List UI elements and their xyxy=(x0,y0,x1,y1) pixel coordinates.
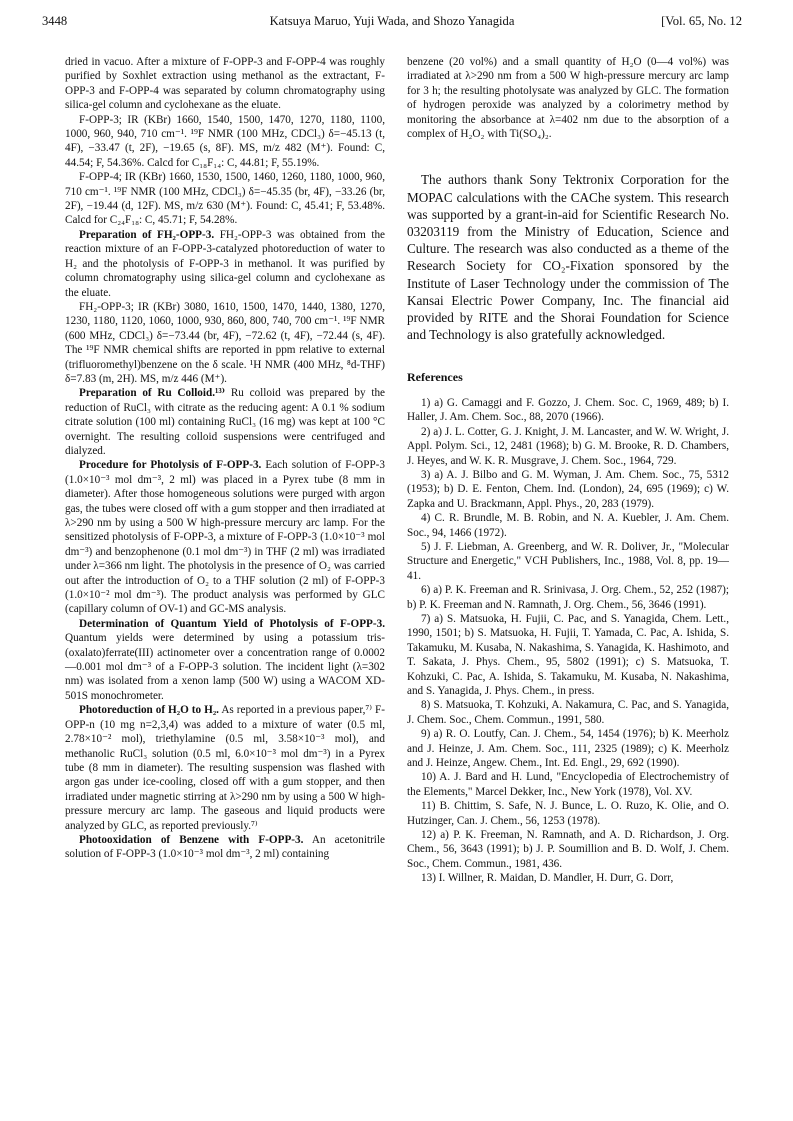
paragraph-text: Ru colloid was prepared by the reduction of RuCl₃ with citrate as the reducing agent: A 0.1 % sodium citrate solution (100 ml) containing RuCl₃ (16 mg) was kept at 100 °C overnight. The resulting colloid suspensions were centrifuged and dialyzed. xyxy=(65,387,386,457)
paragraph xyxy=(65,113,385,171)
section-heading: Determination of Quantum Yield of Photolysis of F-OPP-3. xyxy=(79,617,385,630)
paragraph-text: As reported in a previous paper,⁷⁾ F-OPP-n (10 mg n=2,3,4) was added to a mixture of water (0.5 ml, 2.78×10⁻² mol), triethylamine (0.5 ml, 3.58×10⁻³ mol), and methanolic RuCl₃ solution (0.5 ml, 6.0×10⁻³ mol dm⁻³) in a Pyrex tube (8 mm in diameter). The resulting suspension was flashed with argon gas under ice-cooling, closed off with a gum stopper, and then irradiated under magnetic stirring at λ>290 nm by using a 500 W high-pressure mercury arc lamp. The gaseous and liquid products were analyzed by GLC, as reported previously.⁷⁾ xyxy=(65,704,385,832)
reference-item: 2) a) J. L. Cotter, G. J. Knight, J. M. Lancaster, and W. W. Wright, J. Appl. Polym. Sci., 12, 2481 (1968); b) G. M. Brooke, R. D. Chambers, J. Heyes, and W. K. R. Musgrave, J. Chem. Soc., 1964, 729. xyxy=(407,425,729,467)
reference-item: 9) a) R. O. Loutfy, Can. J. Chem., 54, 1454 (1976); b) K. Meerholz and J. Heinze, J. Am. Chem. Soc., 111, 2325 (1989); c) K. Meerholz and J. Heinze, Angew. Chem., Int. Ed. Engl., 29, 692 (1990). xyxy=(407,728,729,770)
section-heading: Preparation of FH₂-OPP-3. xyxy=(79,228,215,241)
reference-item: 1) a) G. Camaggi and F. Gozzo, J. Chem. Soc. C, 1969, 489; b) I. Haller, J. Am. Chem. Soc., 88, 2070 (1966). xyxy=(407,396,729,424)
reference-item: 4) C. R. Brundle, M. B. Robin, and N. A. Kuebler, J. Am. Chem. Soc., 94, 1466 (1972). xyxy=(407,512,729,539)
references-heading: References xyxy=(407,370,463,385)
paragraph xyxy=(65,300,385,386)
section-heading: Photooxidation of Benzene with F-OPP-3. xyxy=(79,833,304,846)
paragraph xyxy=(65,703,385,833)
paragraph-text: F-OPP-3; IR (KBr) 1660, 1540, 1500, 1470, 1270, 1180, 1100, 1000, 960, 940, 710 cm⁻¹. ¹⁹F NMR (100 MHz, CDCl₃) δ=−45.13 (t, 4F), −33.47 (t, 2F), −19.65 (s, 8F). MS, m/z 482 (M⁺). Found: C, 44.54; F, 54.36%. Calcd for C₁₈F₁₄: C, 44.81; F, 55.19%. xyxy=(65,113,385,169)
reference-item: 5) J. F. Liebman, A. Greenberg, and W. R. Doliver, Jr., "Molecular Structure and Energetic," VCH Publishers, Inc., 1988, Vol. 8, pp. 19—41. xyxy=(407,540,729,582)
reference-item: 8) S. Matsuoka, T. Kohzuki, A. Nakamura, C. Pac, and S. Yanagida, J. Chem. Soc., Chem. Commun., 1991, 580. xyxy=(407,699,729,726)
reference-item: 13) I. Willner, R. Maidan, D. Mandler, H. Durr, G. Dorr, xyxy=(421,872,674,885)
paragraph-text: dried in vacuo. After a mixture of F-OPP-3 and F-OPP-4 was roughly purified by Soxhlet extraction using methanol as the extractant, F-OPP-3 and F-OPP-4 was separated by column chromatography using silica-gel column and cyclohexane as the eluate. xyxy=(65,56,385,112)
running-authors: Katsuya Maruo, Yuji Wada, and Shozo Yanagida xyxy=(269,14,515,28)
paragraph-text: An acetonitrile solution of F-OPP-3 (1.0×10⁻³ mol dm⁻³, 2 ml) containing xyxy=(65,833,385,861)
reference-item: 3) a) A. J. Bilbo and G. M. Wyman, J. Am. Chem. Soc., 75, 5312 (1953); b) D. E. Fenton, Chem. Ind. (London), 24, 695 (1969); c) W. Zapka and U. Brackmann, Appl. Phys., 20, 283 (1979). xyxy=(407,468,729,510)
page-number: 3448 xyxy=(42,14,68,28)
reference-item: 6) a) P. K. Freeman and R. Srinivasa, J. Org. Chem., 52, 252 (1987); b) P. K. Freeman and N. Ramnath, J. Org. Chem., 56, 3646 (1991). xyxy=(407,584,729,611)
right-column xyxy=(407,55,729,886)
section-heading: Preparation of Ru Colloid.¹³⁾ xyxy=(79,387,226,400)
paragraph-text: Each solution of F-OPP-3 (1.0×10⁻³ mol dm⁻³, 2 ml) was placed in a Pyrex tube (8 mm in diameter). After those homogeneous solutions were purged with argon gas, the tubes were closed off with a gum stopper and then irradiated at λ>290 nm by using a 500 W high-pressure mercury arc lamp. For the sensitized photolysis of F-OPP-3, a mixture of F-OPP-3 (1.0×10⁻³ mol dm⁻³) and benzophenone (0.1 mol dm⁻³) in THF (2 ml) was irradiated under λ=366 nm light. The photolysis in the presence of O₂ was carried out after the introduction of O₂ to a THF solution (2 ml) of F-OPP-3 (1.0×10⁻² mol dm⁻³). The product analysis was performed by GLC (capillary column of OV-1) and GC-MS analysis. xyxy=(65,459,385,616)
left-column xyxy=(65,55,385,862)
paragraph xyxy=(65,617,385,703)
paragraph xyxy=(65,386,385,458)
reference-item: 10) A. J. Bard and H. Lund, "Encyclopedia of Electrochemistry of the Elements," Marcel Dekker, Inc., New York (1978), Vol. XV. xyxy=(407,771,729,798)
paragraph xyxy=(65,55,385,113)
paragraph-text: F-OPP-4; IR (KBr) 1660, 1530, 1500, 1460, 1260, 1180, 1000, 960, 710 cm⁻¹. ¹⁹F NMR (100 MHz, CDCl₃) δ=−45.35 (br, 4F), −33.26 (br, 2F), −19.44 (d, 12F). MS, m/z 630 (M⁺). Found: C, 45.41; F, 53.48%. Calcd for C₂₄F₁₈: C, 45.71; F, 54.28%. xyxy=(65,171,385,227)
acknowledgment: The authors thank Sony Tektronix Corporation for the MOPAC calculations with the CAChe system. This research was supported by a grant-in-aid for Scientific Research No. 03203119 from the Ministry of Education, Science and Culture. The research was also conducted as a theme of the Research Society for CO₂-Fixation sponsored by the Institute of Laser Technology under the commission of The Kansai Electric Power Company, Inc. The financial aid provided by RITE and the Shorai Foundation for Science and Technology is also gratefully acknowledged. xyxy=(407,172,729,343)
paragraph xyxy=(65,170,385,228)
paragraph xyxy=(65,458,385,616)
paragraph-text: FH₂-OPP-3; IR (KBr) 3080, 1610, 1500, 1470, 1440, 1380, 1270, 1230, 1180, 1120, 1060, 1000, 930, 860, 800, 740, 700 cm⁻¹. ¹⁹F NMR (600 MHz, CDCl₃) δ=−73.44 (br, 4F), −72.62 (t, 4F), −72.44 (s, 4F). The ¹⁹F NMR chemical shifts are reported in ppm relative to external (trifluoromethyl)benzene on the δ scale. ¹H NMR (400 MHz, ⁸d-THF) δ=7.83 (m, 2H). MS, m/z 446 (M⁺). xyxy=(65,300,385,385)
paragraph-text: FH₂-OPP-3 was obtained from the reaction mixture of an F-OPP-3-catalyzed photoreduction of water to H₂ and the photolysis of F-OPP-3 in methanol. It was purified by column chromatography using silica-gel column and cyclohexane as the eluate. xyxy=(65,228,386,299)
paragraph-text: Quantum yields were determined by using a potassium tris-(oxalato)ferrate(III) actinometer over a concentration range of 0.0002—0.001 mol dm⁻³ of a F-OPP-3 solution. The incident light (λ=302 nm) was isolated from a xenon lamp (500 W) using a WACOM XD-501S monochrometer. xyxy=(65,632,385,702)
references-list xyxy=(407,396,729,886)
section-heading: Procedure for Photolysis of F-OPP-3. xyxy=(79,459,262,472)
running-header xyxy=(42,14,742,32)
reference-item: 12) a) P. K. Freeman, N. Ramnath, and A. D. Richardson, J. Org. Chem., 56, 3643 (1991); b) J. P. Soumillion and B. D. Wolf, J. Chem. Soc., Chem. Commun., 1981, 436. xyxy=(407,829,729,870)
reference-item: 11) B. Chittim, S. Safe, N. J. Bunce, L. O. Ruzo, K. Olie, and O. Hutzinger, Can. J. Chem., 56, 1253 (1978). xyxy=(407,800,729,827)
reference-item: 7) a) S. Matsuoka, H. Fujii, C. Pac, and S. Yanagida, Chem. Lett., 1990, 1501; b) S. Matsuoka, H. Fujii, T. Yamada, C. Pac, A. Ishida, S. Takamuku, M. Kusaba, N. Nakashima, S. Yanagida, K. Hashimoto, and T. Sakata, J. Phys. Chem., 95, 5802 (1991); c) S. Matsuoka, T. Kohzuki, C. Pac, A. Ishida, S. Takamuku, M. Kusaba, N. Nakashima, and S. Yanagida, J. Phys. Chem., in press. xyxy=(407,612,729,697)
journal-volume: [Vol. 65, No. 12 xyxy=(661,14,742,28)
paragraph xyxy=(65,833,385,862)
paragraph xyxy=(65,228,385,300)
section-heading: Photoreduction of H₂O to H₂. xyxy=(79,704,219,717)
paragraph-continued: benzene (20 vol%) and a small quantity of H₂O (0—4 vol%) was irradiated at λ>290 nm from a 500 W high-pressure mercury arc lamp for 3 h; the resulting photolysate was analyzed by GLC. The formation of hydrogen peroxide was analyzed by a colorimetry method by monitoring the absorbance at λ=402 nm due to the absorption of a complex of H₂O₂ with Ti(SO₄)₂. xyxy=(407,56,729,141)
